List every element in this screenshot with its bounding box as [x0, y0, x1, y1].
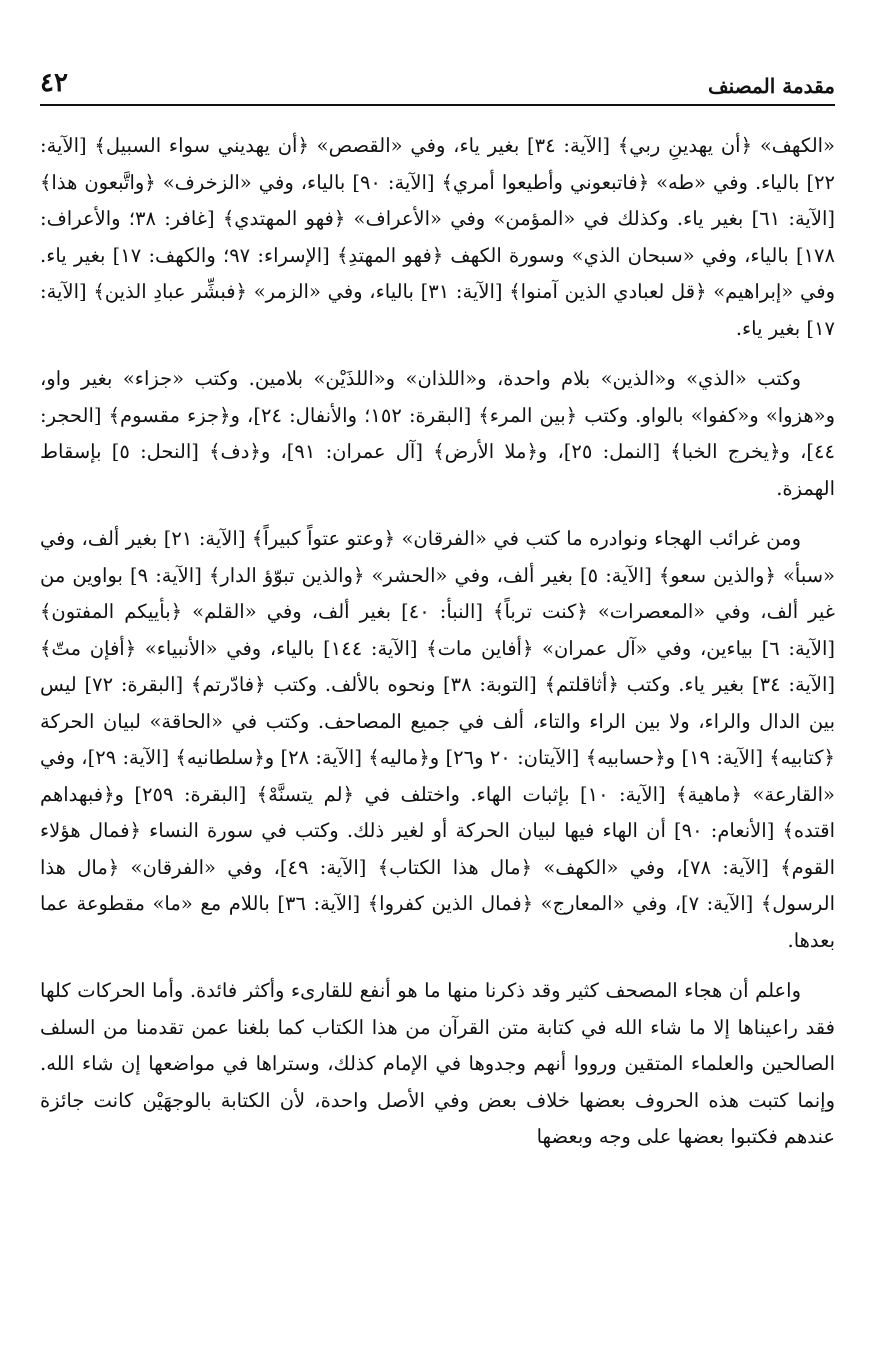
- page-body: [40, 128, 835, 1156]
- book-page: [40, 60, 835, 1170]
- paragraph: ومن غرائب الهجاء ونوادره ما كتب في «الفرقان» ﴿وعتو عتواً كبيراً﴾ [الآية: ٢١] بغير ألف، وفي «سبأ» ﴿والذين سعو﴾ [الآية: ٥] بغير ألف، وفي «الحشر» ﴿والذين تبوّؤ الدار﴾ [الآية: ٩] بواوين من غير ألف، وفي «المعصرات» ﴿كنت ترباً﴾ [النبأ: ٤٠] بغير ألف، وفي «القلم» ﴿بأييكم المفتون﴾ [الآية: ٦] بياءين، وفي «آل عمران» ﴿أفاين مات﴾ [الآية: ١٤٤] بالياء، وفي «الأنبياء» ﴿أفإن متّ﴾ [الآية: ٣٤] بغير ياء. وكتب ﴿أثاقلتم﴾ [التوبة: ٣٨] ونحوه بالألف. وكتب ﴿فادّرتم﴾ [البقرة: ٧٢] ليس بين الدال والراء، ولا بين الراء والتاء، ألف في جميع المصاحف. وكتب في «الحاقة» لبيان الحركة ﴿كتابيه﴾ [الآية: ١٩] و﴿حسابيه﴾ [الآيتان: ٢٠ و٢٦] و﴿ماليه﴾ [الآية: ٢٨] و﴿سلطانيه﴾ [الآية: ٢٩]، وفي «القارعة» ﴿ماهية﴾ [الآية: ١٠] بإثبات الهاء. واختلف في ﴿لم يتسنَّهْ﴾ [البقرة: ٢٥٩] و﴿فبهداهم اقتده﴾ [الأنعام: ٩٠] أن الهاء فيها لبيان الحركة أو لغير ذلك. وكتب في سورة النساء ﴿فمال هؤلاء القوم﴾ [الآية: ٧٨]، وفي «الكهف» ﴿مال هذا الكتاب﴾ [الآية: ٤٩]، وفي «الفرقان» ﴿مال هذا الرسول﴾ [الآية: ٧]، وفي «المعارج» ﴿فمال الذين كفروا﴾ [الآية: ٣٦] باللام مع «ما» مقطوعة عما بعدها.: [40, 527, 836, 952]
- page-number: ٤٢: [40, 68, 68, 98]
- running-title: مقدمة المصنف: [707, 74, 835, 98]
- page-header: [40, 60, 835, 106]
- paragraph: واعلم أن هجاء المصحف كثير وقد ذكرنا منها ما هو أنفع للقارىء وأكثر فائدة. وأما الحركات كلها فقد راعيناها إلا ما شاء الله في كتابة متن القرآن من هذا الكتاب كما بلغنا عمن تقدمنا من السلف الصالحين والعلماء المتقين ورووا أنهم وجدوها في الإمام كذلك، وستراها في مواضعها إن شاء الله. وإنما كتبت هذه الحروف بعضها خلاف بعض وفي الأصل واحدة، لأن الكتابة بالوجهَيْن كانت جائزة عندهم فكتبوا بعضها على وجه وبعضها: [40, 979, 835, 1148]
- paragraph: «الكهف» ﴿أن يهدينِ ربي﴾ [الآية: ٣٤] بغير ياء، وفي «القصص» ﴿أن يهديني سواء السبيل﴾ [الآية: ٢٢] بالياء. وفي «طه» ﴿فاتبعوني وأطيعوا أمري﴾ [الآية: ٩٠] بالياء، وفي «الزخرف» ﴿واتَّبعون هذا﴾ [الآية: ٦١] بغير ياء. وكذلك في «المؤمن» وفي «الأعراف» ﴿فهو المهتدي﴾ [غافر: ٣٨؛ والأعراف: ١٧٨] بالياء، وفي «سبحان الذي» وسورة الكهف ﴿فهو المهتدِ﴾ [الإسراء: ٩٧؛ والكهف: ١٧] بغير ياء. وفي «إبراهيم» ﴿قل لعبادي الذين آمنوا﴾ [الآية: ٣١] بالياء، وفي «الزمر» ﴿فبشِّر عبادِ الذين﴾ [الآية: ١٧] بغير ياء.: [40, 134, 836, 340]
- paragraph: وكتب «الذي» و«الذين» بلام واحدة، و«اللذان» و«اللذَيْن» بلامين. وكتب «جزاء» بغير واو، و«هزوا» و«كفوا» بالواو. وكتب ﴿بين المرء﴾ [البقرة: ١٥٢؛ والأنفال: ٢٤]، و﴿جزء مقسوم﴾ [الحجر: ٤٤]، و﴿يخرج الخبا﴾ [النمل: ٢٥]، و﴿ملا الأرض﴾ [آل عمران: ٩١]، و﴿دف﴾ [النحل: ٥] بإسقاط الهمزة.: [40, 367, 835, 500]
